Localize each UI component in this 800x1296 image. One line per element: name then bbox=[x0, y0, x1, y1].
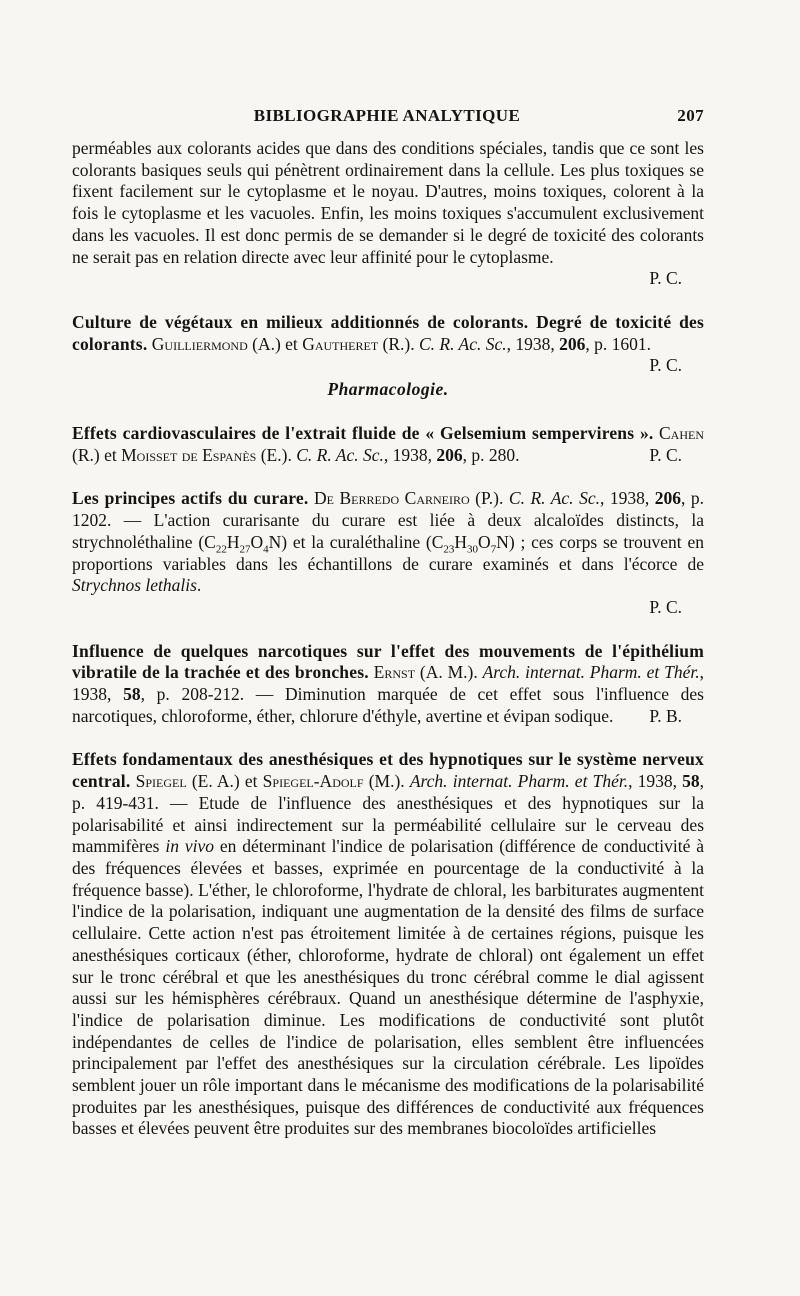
entry-title: Effets fondamentaux des anesthésiques et des hypnotiques sur le système nerveux central. bbox=[72, 749, 704, 792]
species-name: Strychnos lethalis bbox=[72, 575, 197, 596]
formula-subscript: 4 bbox=[263, 543, 269, 556]
journal-name: Arch. internat. Pharm. et Thér. bbox=[482, 662, 700, 683]
section-heading: Pharmacologie. bbox=[327, 379, 449, 400]
author-name: Moisset de Espanès bbox=[121, 444, 257, 465]
formula-subscript: 30 bbox=[467, 543, 479, 556]
entry-title: Culture de végétaux en milieux additionnés de colorants. Degré de toxicité des colorants. bbox=[72, 311, 704, 354]
abstract-text: — L'action curarisante du curare est liée à deux alcaloïdes distincts, la strychnoléthaline (C bbox=[72, 510, 704, 552]
entry-signature: P. C. bbox=[649, 444, 682, 465]
author-initials: (R.). bbox=[378, 333, 415, 354]
entry-title: Influence de quelques narcotiques sur l'effet des mouvements de l'épithélium vibratile de la trachée et des bronches. bbox=[72, 640, 704, 683]
running-title: BIBLIOGRAPHIE ANALYTIQUE bbox=[253, 106, 521, 125]
citation-year: , 1938, bbox=[383, 444, 437, 465]
author-prefix: De bbox=[313, 488, 340, 509]
author-initials: (E.). bbox=[256, 444, 297, 465]
abstract-text: — Diminution marquée de cet effet sous l'influence des narcotiques, chloroforme, éther, chlorure d'éthyle, avertine et évipan sodique. bbox=[72, 684, 704, 726]
continuation-signature: P. C. bbox=[649, 268, 682, 289]
author-name: Berredo Carneiro bbox=[339, 488, 470, 509]
formula-subscript: 23 bbox=[443, 543, 455, 556]
citation-year: , 1938, bbox=[72, 662, 705, 705]
citation-volume: 206 bbox=[436, 444, 463, 465]
formula-subscript: 27 bbox=[239, 543, 251, 556]
formula-element: O bbox=[478, 531, 491, 552]
citation-pages: , p. 1601. bbox=[585, 333, 652, 354]
citation-volume: 58 bbox=[682, 771, 700, 792]
citation-year: , 1938, bbox=[628, 771, 683, 792]
author-initials: (P.). bbox=[469, 488, 509, 509]
formula-element: H bbox=[454, 531, 468, 552]
author-name: Gautheret bbox=[302, 333, 379, 354]
entry-signature: P. C. bbox=[649, 596, 682, 617]
author-initials: (R.) et bbox=[72, 444, 122, 465]
author-name: Ernst bbox=[373, 662, 416, 683]
author-name: Guilliermond bbox=[151, 333, 248, 354]
author-name: Cahen bbox=[658, 423, 704, 444]
formula-element: O bbox=[250, 531, 264, 552]
author-initials: (A.) et bbox=[247, 333, 303, 354]
journal-name: C. R. Ac. Sc. bbox=[508, 488, 600, 509]
author-name: Spiegel bbox=[135, 771, 187, 792]
citation-pages: , p. 419-431. bbox=[72, 771, 705, 813]
author-initials: (E. A.) et bbox=[186, 771, 263, 792]
abstract-text: — Etude de l'influence des anesthésiques et des hypnotiques sur la polarisabilité et ainsi indirectement sur la perméabilité cellulaire sur le cerveau des mammifères bbox=[72, 792, 704, 857]
author-name: Spiegel-Adolf bbox=[262, 771, 364, 792]
journal-name: C. R. Ac. Sc. bbox=[296, 444, 384, 465]
journal-name: C. R. Ac. Sc. bbox=[418, 333, 507, 354]
citation-pages: , p. 208-212. bbox=[140, 684, 245, 705]
page-content bbox=[72, 138, 704, 1140]
abstract-text: N) et la curaléthaline (C bbox=[268, 531, 444, 552]
journal-name: Arch. internat. Pharm. et Thér. bbox=[409, 771, 629, 792]
citation-volume: 206 bbox=[559, 333, 586, 354]
entry-culture-vegetaux bbox=[72, 311, 704, 376]
continuation-paragraph bbox=[72, 138, 704, 290]
latin-term: in vivo bbox=[165, 836, 214, 857]
citation-year: , 1938, bbox=[506, 333, 560, 354]
continuation-text: perméables aux colorants acides que dans des conditions spéciales, tandis que ce sont les colorants basiques seuls qui pénètrent ordinairement dans la cellule. Les plus toxiques se fixent facilement sur le cytoplasme et le noyau. D'autres, moins toxiques, colorent à la fois le cytoplasme et les vacuoles. Enfin, les moins toxiques s'accumulent exclusivement dans les vacuoles. Il est donc permis de se demander si le degré de toxicité des colorants ne serait pas en relation directe avec leur affinité pour le cytoplasme. bbox=[72, 138, 704, 267]
entry-title: Effets cardiovasculaires de l'extrait fluide de « Gelsemium sempervirens ». bbox=[72, 423, 654, 444]
citation-volume: 206 bbox=[654, 488, 681, 509]
formula-subscript: 7 bbox=[490, 543, 497, 556]
formula-subscript: 22 bbox=[215, 543, 227, 556]
entry-gelsemium bbox=[72, 423, 704, 466]
citation-year: , 1938, bbox=[599, 488, 655, 509]
entry-narcotiques bbox=[72, 641, 704, 728]
page-number: 207 bbox=[677, 106, 704, 125]
abstract-end: . bbox=[196, 575, 202, 596]
entry-signature: P. B. bbox=[649, 705, 682, 726]
abstract-text: en déterminant l'indice de polarisation (différence de conductivité à des fréquences élevées et basses, exprimée en pourcentage de la conductivité à la fréquence basse). L'éther, le chloroforme, l'hydrate de chloral, les barbiturates augmentent l'indice de la polarisation, indiquant une augmentation de la densité des films de surface cellulaire. Cette action n'est pas étroitement limitée à de certaines régions, puisque les anesthésiques corticaux (éther, chloroforme, hydrate de chloral) ont également un effet sur le tronc cérébral et que les anesthésiques du tronc cérébral comme le dial agissent aussi sur les hémisphères cérébraux. Quand un anesthésique détermine de l'asphyxie, l'indice de polarisation diminue. Les modifications de conductivité sont plutôt indépendantes de celles de l'indice de polarisation, elles semblent être influencées principalement par l'effet des anesthésiques sur la circulation cérébrale. Les lipoïdes semblent jouer un rôle important dans le mécanisme des modifications de la polarisabilité produites par les anesthésiques, puisque des différences de conductivité aux fréquences basses et élevées peuvent être produites sur des membranes biocoloïdes artificielles bbox=[72, 836, 705, 1139]
running-header bbox=[70, 106, 704, 130]
author-initials: (M.). bbox=[363, 771, 410, 792]
entry-title: Les principes actifs du curare. bbox=[72, 488, 309, 509]
formula-element: H bbox=[226, 531, 240, 552]
abstract-text: N) ; ces corps se trouvent en proportions variables dans les échantillons de curare examinés et dans l'écorce de bbox=[72, 531, 704, 574]
citation-pages: , p. 1202. bbox=[72, 488, 705, 531]
entry-signature: P. C. bbox=[649, 355, 682, 376]
citation-pages: , p. 280. bbox=[462, 444, 520, 465]
entry-curare bbox=[72, 488, 704, 618]
citation-volume: 58 bbox=[123, 684, 141, 705]
author-initials: (A. M.). bbox=[415, 662, 483, 683]
entry-anesthesiques bbox=[72, 749, 704, 1140]
